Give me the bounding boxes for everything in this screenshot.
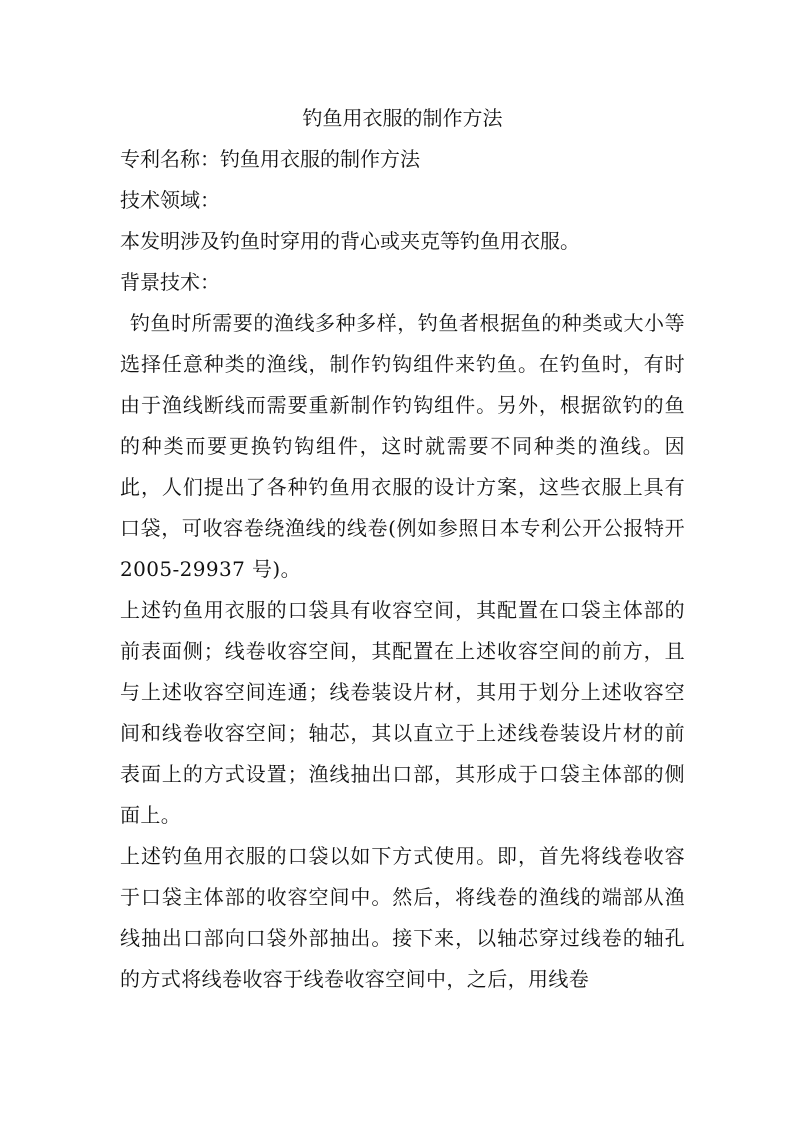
background-paragraph-3: 上述钓鱼用衣服的口袋以如下方式使用。即，首先将线卷收容于口袋主体部的收容空间中。然后，将线卷的渔线的端部从渔线抽出口部向口袋外部抽出。接下来，以轴芯穿过线卷的轴孔的方式将线卷收容于线卷收容空间中，之后，用线卷 [120, 844, 685, 991]
background-heading: 背景技术： [120, 270, 220, 294]
background-paragraph-2: 上述钓鱼用衣服的口袋具有收容空间，其配置在口袋主体部的前表面侧；线卷收容空间，其配置在上述收容空间的前方，且与上述收容空间连通；线卷装设片材，其用于划分上述收容空间和线卷收容空间；轴芯，其以直立于上述线卷装设片材的前表面上的方式设置；渔线抽出口部，其形成于口袋主体部的侧面上。 [120, 598, 685, 827]
patent-name: 专利名称：钓鱼用衣服的制作方法 [120, 147, 420, 171]
technical-field-text: 本发明涉及钓鱼时穿用的背心或夹克等钓鱼用衣服。 [120, 229, 580, 253]
document-title: 钓鱼用衣服的制作方法 [302, 106, 503, 130]
document-body [120, 98, 685, 1000]
technical-field-heading: 技术领域： [120, 188, 220, 212]
background-paragraph-1: 钓鱼时所需要的渔线多种多样，钓鱼者根据鱼的种类或大小等选择任意种类的渔线，制作钓钩组件来钓鱼。在钓鱼时，有时由于渔线断线而需要重新制作钓钩组件。另外，根据欲钓的鱼的种类而要更换钓钩组件，这时就需要不同种类的渔线。因此，人们提出了各种钓鱼用衣服的设计方案，这些衣服上具有口袋，可收容卷绕渔线的线卷(例如参照日本专利公开公报特开 2005-29937 号)。 [120, 311, 685, 581]
